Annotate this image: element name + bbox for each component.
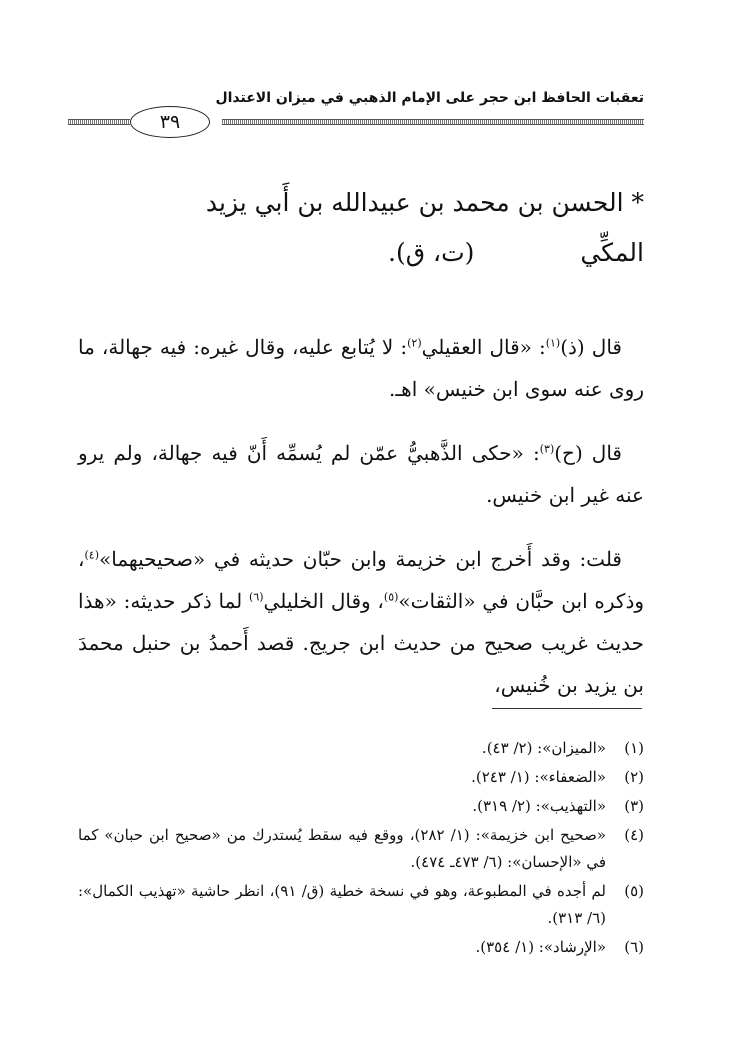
footnotes [78,735,644,963]
footnote-text: «صحيح ابن خزيمة»: (١/ ٢٨٢)، ووقع فيه سقط يُستدرك من «صحيح ابن حبان» كما في «الإحسان»: (٦/ ٤٧٣ـ ٤٧٤). [78,826,606,871]
page-number-oval: ٣٩ [130,106,210,138]
footnote-number: (٤) [624,826,644,844]
footnote-number: (٣) [624,797,644,815]
footnote-ref-5: (٥) [383,590,399,604]
p1-text-c: : لا يُتابع عليه، وقال غيره: فيه جهالة، ما روى عنه سوى ابن خنيس» اهـ. [78,335,644,401]
footnote [78,878,644,932]
footnote-text: لم أجده في المطبوعة، وهو في نسخة خطية (ق/ ٩١)، انظر حاشية «تهذيب الكمال»: (٦/ ٣١٣). [78,882,607,927]
footnote [78,822,644,876]
p2-text-b: : «حكى الذَّهبيُّ عمّن لم يُسمِّه أَنّ فيه جهالة، ولم يرو عنه غير ابن خنيس. [78,441,644,507]
p2-text-a: قال (ح) [554,441,622,465]
footnote [78,735,644,762]
footnote-number: (٢) [624,768,644,786]
entry-heading-symbols: (ت، ق). [388,238,475,267]
p1-text-b: : «قال العقيلي [421,335,546,359]
p3-text-d: لما ذكر حديثه: «هذا حديث غريب صحيح من حديث ابن جريج. قصد أَحمدُ بن حنبل محمدَ بن يزيد بن خُنيس، [78,589,644,697]
entry-heading-line1: * الحسن بن محمد بن عبيدالله بن أَبي يزيد [205,188,644,217]
p3-text-c: ، وقال الخليلي [263,589,384,613]
footnote [78,793,644,820]
footnote-text: «الميزان»: (٢/ ٤٣). [481,739,606,757]
p1-text-a: قال (ذ) [560,335,622,359]
footnote-separator [492,708,642,709]
footnote-text: «التهذيب»: (٢/ ٣١٩). [472,797,606,815]
footnote-text: «الضعفاء»: (١/ ٢٤٣). [471,768,606,786]
footnote-ref-3: (٣) [539,442,555,456]
entry-heading-name: المكِّي [580,238,644,267]
header-rule-left [68,119,130,125]
p3-text-a: قلت: وقد أَخرج ابن خزيمة وابن حبّان حديثه في «صحيحيهما» [98,547,622,571]
footnote-number: (٥) [624,882,644,900]
paragraph-1 [78,326,644,410]
footnote-text: «الإرشاد»: (١/ ٣٥٤). [475,938,606,956]
paragraph-2 [78,432,644,516]
p3-text-b: ، وذكره ابن حبَّان في «الثقات» [78,547,645,613]
footnote-ref-6: (٦) [249,590,264,604]
footnote [78,934,644,961]
header-rule-right [222,119,644,125]
entry-heading [78,178,644,278]
footnote-ref-2: (٢) [407,336,422,350]
paragraph-3 [78,538,644,706]
footnote-number: (١) [624,739,644,757]
footnote-ref-1: (١) [545,336,561,350]
footnote [78,764,644,791]
footnote-number: (٦) [624,938,644,956]
running-header-title: تعقبات الحافظ ابن حجر على الإمام الذهبي في ميزان الاعتدال [215,90,644,106]
footnote-ref-4: (٤) [84,548,99,562]
